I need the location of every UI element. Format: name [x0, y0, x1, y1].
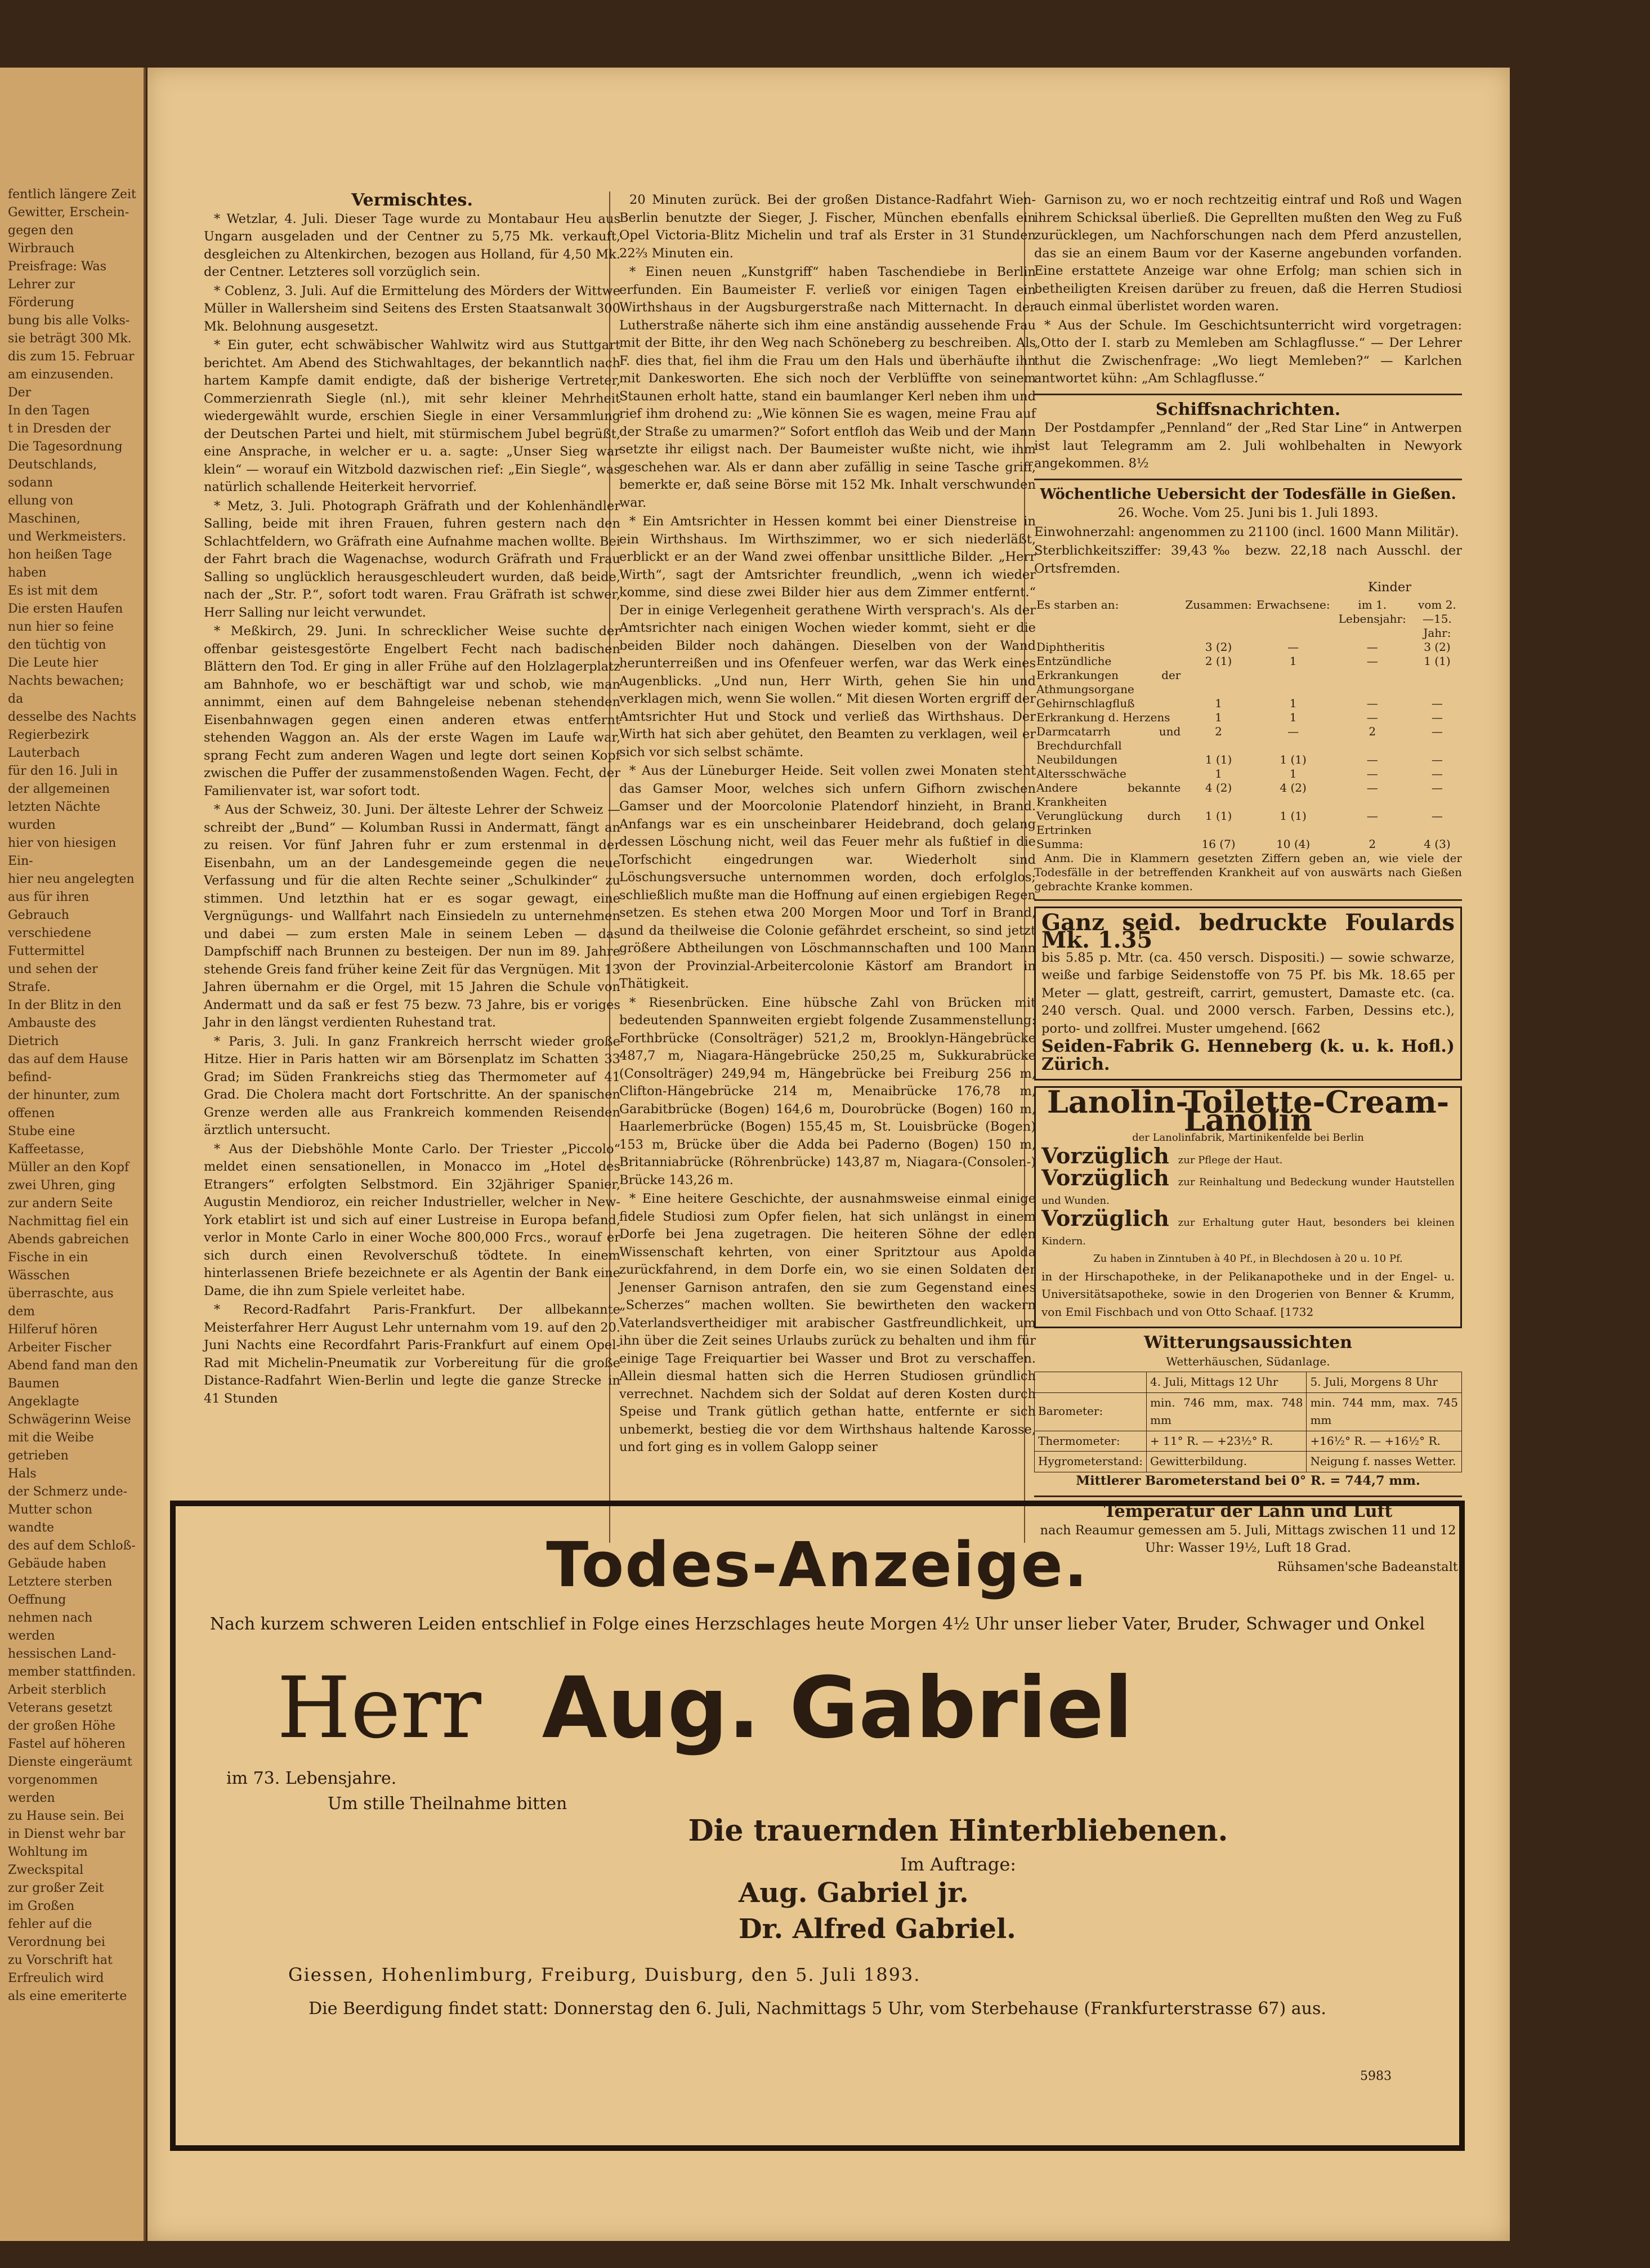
article-paragraph: * Metz, 3. Juli. Photograph Gräfrath und der Kohlenhändler Salling, beide mit ihren Frauen, fuhren gestern nach den Schlachtfeldern, wo Gräfrath eine Aufnahme machen wollte. Bei der Fahrt brach die Wagenachse, wodurch Gräfrath und Frau Salling so unglücklich herausgeschleudert wurden, daß beide, nach der „Str. P.“, sofort todt waren. Frau Gräfrath ist schwer, Herr Salling nur leicht verwundet. [204, 498, 620, 620]
left-page-fragment: hier von hiesigen Ein- [8, 836, 117, 868]
left-page-fragment: aus für ihren Gebrauch [8, 890, 90, 922]
weather-table-header [1035, 1372, 1462, 1393]
mortality-col-header: im 1. Lebensjahr: [1338, 597, 1406, 626]
weather-subheading: Wetterhäuschen, Südanlage. [1166, 1354, 1330, 1368]
left-page-fragment: Gebäude haben [8, 1557, 106, 1571]
weather-cell: Gewitterbildung. [1147, 1452, 1307, 1472]
left-page-fragment: Die ersten Haufen [8, 602, 123, 616]
mortality-note: Anm. Die in Klammern gesetzten Ziffern geben an, wie viele der Todesfälle in der betreffenden Krankheit auf von auswärts nach Gießen gebrachte Kranke kommen. [1034, 851, 1462, 893]
mortality-row [1034, 640, 1462, 654]
mortality-row [1034, 711, 1462, 725]
mortality-cell: 2 [1369, 837, 1376, 851]
left-page-fragment: desselbe des Nachts [8, 710, 137, 724]
foulard-ad-firm: Seiden-Fabrik G. Henneberg (k. u. k. Hofl.) Zürich. [1041, 1037, 1455, 1074]
left-page-fragment: Ambauste des Dietrich [8, 1016, 96, 1048]
deceased-name [277, 1659, 1425, 1757]
mortality-cell: 2 [1215, 724, 1222, 738]
signatory-2: Dr. Alfred Gabriel. [739, 1913, 1016, 1945]
left-page-fragment: für den 16. Juli in [8, 764, 118, 778]
left-page-fragment: Hilferuf hören [8, 1323, 98, 1337]
mortality-cell: — [1287, 724, 1299, 738]
left-page-fragment: Letztere sterben [8, 1575, 113, 1589]
mortality-row [1034, 725, 1462, 753]
temperature-text: nach Reaumur gemessen am 5. Juli, Mittags zwischen 11 und 12 Uhr: Wasser 19½, Luft 18 Grad. [1040, 1523, 1456, 1555]
left-page-fragment: zur andern Seite [8, 1196, 113, 1211]
left-page-fragment: Nachts bewachen; da [8, 674, 124, 706]
mortality-cell: 1 (1) [1205, 752, 1232, 766]
mortality-col-header: Zusammen: [1185, 597, 1252, 611]
left-page-fragment: im Großen [8, 1899, 75, 1913]
mortality-cell: 1 [1289, 766, 1297, 780]
mortality-cell: 1 [1215, 710, 1222, 724]
temperature-heading: Temperatur der Lahn und Luft [1103, 1502, 1393, 1521]
mortality-cell: — [1366, 809, 1378, 823]
mortality-cell: 1 [1289, 654, 1297, 668]
mortality-col-header: Erwachsene: [1256, 597, 1330, 611]
weather-table-body [1035, 1392, 1462, 1472]
weather-row [1035, 1392, 1462, 1431]
left-page-fragment: mit die Weibe getrieben [8, 1431, 94, 1463]
mourners: Die trauernden Hinterbliebenen. [688, 1814, 1228, 1848]
left-page-fragment: der Schmerz unde- [8, 1485, 128, 1499]
mortality-cell: 10 (4) [1276, 837, 1311, 851]
left-page-fragment: Regierbezirk Lauterbach [8, 728, 89, 760]
column-1-articles [204, 211, 620, 1408]
left-page-fragment: als eine emeriterte [8, 1989, 127, 2003]
weather-cell: Hygrometerstand: [1035, 1452, 1147, 1472]
left-page-fragment: in Dienst wehr bar [8, 1827, 126, 1841]
lanolin-claim [1041, 1165, 1455, 1209]
article-paragraph: * Coblenz, 3. Juli. Auf die Ermittelung des Mörders der Wittwe Müller in Wallersheim sind Seitens des Ersten Staatsanwalt 300 Mk. Belohnung ausgesetzt. [204, 283, 620, 334]
mortality-cell: 16 (7) [1201, 837, 1236, 851]
mortality-cell: — [1366, 640, 1378, 654]
mortality-cell: 2 [1369, 724, 1376, 738]
left-page-fragments [0, 186, 144, 2006]
weather-heading: Witterungsaussichten [1144, 1333, 1352, 1352]
lanolin-claim-note: zur Pflege der Haut. [1178, 1154, 1283, 1166]
left-page-fragment: des auf dem Schloß- [8, 1539, 136, 1553]
weather-table [1034, 1372, 1462, 1472]
left-page-fragment: Angeklagte [8, 1395, 79, 1409]
divider [1034, 394, 1462, 395]
weather-row [1035, 1431, 1462, 1452]
left-page-fragment: der hinunter, zum offenen [8, 1088, 120, 1120]
left-page-fragment: Wohltung im Zweckspital [8, 1845, 88, 1877]
left-page-fragment: letzten Nächte wurden [8, 800, 101, 832]
left-page-fragment: am einzusenden. Der [8, 368, 114, 400]
left-page-fragment: gegen den Wirbrauch [8, 224, 75, 256]
left-page-fragment: In der Blitz in den [8, 998, 122, 1012]
mortality-cell: Erkrankung d. Herzens [1036, 710, 1170, 724]
article-paragraph: * Eine heitere Geschichte, der ausnahmsweise einmal einige fidele Studiosi zum Opfer fielen, hat sich unlängst in einem Dorfe bei Jena zugetragen. Die heiteren Söhne der edlen Wissenschaft kehrten, von einer Spritztour aus Apolda zurückfahrend, in dem Dorfe ein, wo sie einen Soldaten der Jenenser Garnison antrafen, den sie zum Gegenstand eines „Scherzes“ machen wollten. Sie bewirtheten den wackern Vaterlandsvertheidiger mit arabischer Gastfreundlichkeit, um ihn über die Zeit seines Urlaubs zurück zu behalten und ihm für einige Tage Freiquartier bei Wasser und Brot zu verschaffen. Allein diesmal hatten sich die Herren Studiosen gründlich verrechnet. Nachdem sich der Soldat auf deren Kosten durch Speise und Trank gütlich gethan hatte, entfernte er sich unbemerkt, bestieg die vor dem Wirthshaus haltende Karosse, und fort ging es in vollem Galopp seiner [619, 1191, 1036, 1454]
left-page-fragment: Hals [8, 1467, 37, 1481]
weather-col-header [1035, 1372, 1147, 1393]
weather-cell: +16½° R. — +16½° R. [1307, 1431, 1462, 1452]
left-page-fragment: den tüchtig von [8, 638, 106, 652]
article-paragraph: Garnison zu, wo er noch rechtzeitig eintraf und Roß und Wagen ihrem Schicksal überließ. Die Geprellten mußten den Weg zu Fuß zurücklegen, um Nachforschungen nach dem Pferd anzustellen, das sie an einem Baum vor der Kaserne angebunden vorfanden. Eine erstattete Anzeige war ohne Erfolg; man schien sich in betheiligten Kreisen darüber zu freuen, daß die Herren Studiosi auch einmal überlistet worden waren. [1034, 193, 1462, 314]
left-page-fragment: Nachmittag fiel ein [8, 1215, 129, 1229]
left-page-fragment: Deutschlands, sodann [8, 458, 97, 490]
mortality-cell: Gehirnschlagfluß [1036, 696, 1135, 710]
article-paragraph: * Meßkirch, 29. Juni. In schrecklicher Weise suchte der offenbar geistesgestörte Engelbert Fecht nach badischen Blättern den Tod. Er ging in aller Frühe auf den Holzlagerplatz am Bahnhofe, wo er beschäftigt war und schob, wie man annimmt, einen auf dem Bahngeleise nebenan stehenden Eisenbahnwagen gegen einen anderen etwas entfernt stehenden Waggon an. Als der erste Wagen im Laufe war, sprang Fecht zum anderen Wagen und legte dort seinen Kopf zwischen die Puffer der zusammenstoßenden Wagen. Fecht, der Familienvater ist, war sofort todt. [204, 624, 620, 798]
left-page-fragment: Die Leute hier [8, 656, 99, 670]
divider [1034, 479, 1462, 480]
left-page-fragment: Dienste eingeräumt [8, 1755, 132, 1769]
lanolin-claim-note: zur Reinhaltung und Bedeckung wunder Hautstellen und Wunden. [1041, 1176, 1455, 1207]
mortality-table [1034, 598, 1462, 851]
left-page-edge [0, 68, 146, 2241]
mortality-cell: — [1431, 766, 1443, 780]
mortality-cell: — [1431, 780, 1443, 794]
mortality-table-header [1034, 598, 1462, 640]
death-notice [170, 1501, 1465, 2151]
left-page-fragment: Preisfrage: Was [8, 260, 107, 274]
mortality-row [1034, 767, 1462, 781]
left-page-fragment: zu Vorschrift hat [8, 1953, 113, 1967]
newspaper-page [147, 68, 1510, 2241]
mortality-cell: 4 (3) [1424, 837, 1451, 851]
ship-news-text: Der Postdampfer „Pennland“ der „Red Star Line“ in Antwerpen ist laut Telegramm am 2. Juli wohlbehalten in Newyork angekommen. 8½ [1034, 421, 1462, 471]
lanolin-ad-claims [1041, 1142, 1455, 1251]
lanolin-claim-word: Vorzüglich [1041, 1142, 1169, 1168]
mortality-row [1034, 753, 1462, 767]
mortality-table-body [1034, 640, 1462, 851]
mortality-cell: Altersschwäche [1036, 766, 1126, 780]
mortality-cell: — [1366, 654, 1378, 668]
left-page-fragment: überraschte, aus dem [8, 1287, 114, 1319]
left-page-fragment: nehmen nach werden [8, 1611, 93, 1643]
article-paragraph: * Ein guter, echt schwäbischer Wahlwitz wird aus Stuttgart berichtet. Am Abend des Stichwahltages, der bekanntlich nach hartem Kampfe damit endigte, daß der bisherige Vertreter, Commerzienrath Siegle (nl.), mit sehr kleiner Mehrheit wiedergewählt wurde, erschien Siegle in einer Versammlung der Deutschen Partei und hielt, mit stürmischem Jubel begrüßt, eine Ansprache, in welcher er u. a. sagte: „Unser Sieg war klein“ — worauf ein Witzbold dazwischen rief: „Ein Siegle“, was natürlich schallende Heiterkeit hervorrief. [204, 338, 620, 494]
left-page-fragment: Abends gabreichen [8, 1233, 129, 1247]
column-2-articles [619, 191, 1036, 1457]
mortality-cell: Darmcatarrh und Brechdurchfall [1036, 724, 1181, 752]
mortality-cell: — [1366, 752, 1378, 766]
left-page-fragment: fentlich längere Zeit [8, 187, 136, 202]
mortality-cell: Entzündliche Erkrankungen der Athmungsorgane [1036, 654, 1181, 696]
article-paragraph: * Wetzlar, 4. Juli. Dieser Tage wurde zu Montabaur Heu aus Ungarn ausgeladen und der Centner zu 5,75 Mk. verkauft, desgleichen zu Altenkirchen, bezogen aus Holland, für 4,50 Mk. der Centner. Letzteres soll vorzüglich sein. [204, 211, 620, 279]
weather-cell: Thermometer: [1035, 1431, 1147, 1452]
article-paragraph: * Paris, 3. Juli. In ganz Frankreich herrscht wieder große Hitze. Hier in Paris hatten wir am Börsenplatz im Schatten 33 Grad; im Süden Frankreichs stieg das Thermometer auf 41 Grad. Die Cholera macht dort Fortschritte. An der spanischen Grenze werden alle aus Frankreich kommenden Reisenden ärztlich untersucht. [204, 1034, 620, 1137]
left-page-fragment: verschiedene Futtermittel [8, 926, 92, 958]
left-page-fragment: Fische in ein Wässchen [8, 1251, 88, 1283]
place-and-date: Giessen, Hohenlimburg, Freiburg, Duisburg, den 5. Juli 1893. [288, 1964, 921, 1985]
lanolin-ad-price: Zu haben in Zinntuben à 40 Pf., in Blechdosen à 20 u. 10 Pf. [1093, 1253, 1403, 1265]
left-page-fragment: Die Tagesordnung [8, 440, 123, 454]
mortality-cell: 2 (1) [1205, 654, 1232, 668]
mortality-population: Einwohnerzahl: angenommen zu 21100 (incl. 1600 Mann Militär). [1034, 524, 1459, 539]
left-page-fragment: zur großer Zeit [8, 1881, 104, 1895]
weather-cell: Barometer: [1035, 1392, 1147, 1431]
lanolin-claim-note: zur Erhaltung guter Haut, besonders bei kleinen Kindern. [1041, 1217, 1455, 1247]
left-page-fragment: Gewitter, Erschein- [8, 206, 129, 220]
mortality-cell: 1 (1) [1424, 654, 1451, 668]
mortality-cell: — [1366, 696, 1378, 710]
mortality-cell: — [1431, 724, 1443, 738]
mortality-cell: 1 (1) [1280, 752, 1307, 766]
mortality-cell: 1 [1215, 696, 1222, 710]
mortality-cell: — [1431, 752, 1443, 766]
lanolin-ad-subtitle: der Lanolinfabrik, Martinikenfelde bei Berlin [1132, 1132, 1364, 1144]
mortality-cell: Diphtheritis [1036, 640, 1105, 654]
left-page-fragment: der großen Höhe [8, 1719, 115, 1733]
left-page-fragment: nun hier so feine [8, 620, 114, 634]
divider [1034, 899, 1462, 901]
mortality-cell: — [1431, 710, 1443, 724]
left-page-fragment: Oeffnung [8, 1593, 66, 1607]
mortality-col-header: Es starben an: [1036, 597, 1119, 611]
left-page-fragment: fehler auf die [8, 1917, 92, 1931]
left-page-fragment: t in Dresden der [8, 422, 111, 436]
column-1 [204, 191, 620, 1409]
left-page-fragment: zwei Uhren, ging [8, 1178, 116, 1193]
mortality-cell: Summa: [1036, 837, 1084, 851]
mortality-cell: Verunglückung durch Ertrinken [1036, 809, 1181, 837]
left-page-fragment: Fastel auf höheren [8, 1737, 126, 1751]
mortality-cell: — [1366, 766, 1378, 780]
left-page-fragment: hessischen Land- [8, 1647, 117, 1661]
left-page-fragment: dis zum 15. Februar [8, 350, 135, 364]
lanolin-claim [1041, 1206, 1455, 1250]
left-page-fragment: In den Tagen [8, 404, 90, 418]
column-3 [1034, 191, 1462, 1577]
left-page-fragment: Schwägerinn Weise [8, 1413, 131, 1427]
left-page-fragment: und sehen der Strafe. [8, 962, 98, 994]
left-page-fragment: ellung von Maschinen, [8, 494, 81, 526]
weather-col-header: 4. Juli, Mittags 12 Uhr [1147, 1372, 1307, 1393]
left-page-fragment: vorgenommen werden [8, 1773, 98, 1805]
left-page-fragment: hier neu angelegten [8, 872, 135, 886]
article-paragraph: * Ein Amtsrichter in Hessen kommt bei einer Dienstreise in ein Wirthshaus. Im Wirthszimmer, wo er sich niederläßt, erblickt er an der Wand zwei offenbar unsittliche Bilder. „Herr Wirth“, sagt der Amtsrichter freundlich, „wenn ich wieder komme, sind diese zwei Bilder hier aus dem Zimmer entfernt.“ Der in einige Verlegenheit gerathene Wirth versprach's. Als der Amtsrichter nach einigen Wochen wieder kommt, sieht er die beiden Bilder noch dahängen. Dieselben von der Wand herunterreißen und ins Ofenfeuer werfen, war das Werk eines Augenblicks. „Und nun, Herr Wirth, gehen Sie hin und verklagen mich, wenn Sie wollen.“ Mit diesen Worten ergriff der Amtsrichter Hut und Stock und verließ das Wirthshaus. Der Wirth hat sich aber gehütet, den Beamten zu verklagen, weil er sich vor sich selbst schämte. [619, 514, 1036, 760]
weather-cell: + 11° R. — +23½° R. [1147, 1431, 1307, 1452]
mortality-col-header: vom 2.—15. Jahr: [1418, 597, 1456, 640]
deceased-name-text: Aug. Gabriel [542, 1659, 1133, 1757]
mortality-cell: 1 (1) [1280, 809, 1307, 823]
left-page-fragment: der allgemeinen [8, 782, 110, 796]
mortality-week: 26. Woche. Vom 25. Juni bis 1. Juli 1893. [1117, 506, 1379, 520]
left-page-fragment: sie beträgt 300 Mk. [8, 332, 132, 346]
article-paragraph: * Einen neuen „Kunstgriff“ haben Taschendiebe in Berlin erfunden. Ein Baumeister F. verließ vor einigen Tagen ein Wirthshaus in der Augsburgerstraße nach Mitternacht. In der Lutherstraße näherte sich ihm eine anständig aussehende Frau mit der Bitte, ihr den Weg nach Schöneberg zu beschreiben. Als F. dies that, fiel ihm die Frau um den Hals und überhäufte ihn mit Dankesworten. Ehe sich noch der Verblüffte von seinem Staunen erholt hatte, stand ein baumlanger Kerl neben ihm und rief ihm drohend zu: „Wie können Sie es wagen, meine Frau auf der Straße zu umarmen?“ Sofort entfloh das Weib und der Mann setzte ihr eiligst nach. Der Baumeister wußte nicht, wie ihm geschehen war. Als er dann aber zufällig in seine Tasche griff, bemerkte er, daß seine Börse mit 152 Mk. Inhalt verschwunden war. [619, 265, 1036, 510]
mortality-cell: — [1366, 780, 1378, 794]
signatory-1: Aug. Gabriel jr. [739, 1877, 969, 1909]
left-page-fragment: Stube eine Kaffeetasse, [8, 1124, 84, 1157]
article-paragraph: 20 Minuten zurück. Bei der großen Distance-Radfahrt Wien-Berlin benutzte der Sieger, J. Fischer, München ebenfalls ein Opel Victoria-Blitz Michelin und traf als Erster in 31 Stunden 22⅔ Minuten ein. [619, 193, 1036, 261]
lanolin-claim-word: Vorzüglich [1041, 1206, 1169, 1231]
mortality-cell: 1 (1) [1205, 809, 1232, 823]
column-2 [619, 191, 1036, 1458]
left-page-fragment: Lehrer zur Förderung [8, 278, 75, 310]
foulard-ad-title: Ganz seid. bedruckte Foulards Mk. 1.35 [1041, 909, 1455, 953]
mortality-cell: 1 [1215, 766, 1222, 780]
left-page-fragment: hon heißen Tage haben [8, 548, 112, 580]
left-page-fragment: Arbeiter Fischer [8, 1341, 111, 1355]
column-3-articles [1034, 191, 1462, 388]
weather-col-header: 5. Juli, Morgens 8 Uhr [1307, 1372, 1462, 1393]
lanolin-ad-where: in der Hirschapotheke, in der Pelikanapotheke und in der Engel- u. Universitätsapotheke, sowie in den Drogerien von Benner & Krumm, von Emil Fischbach und von Otto Schaaf. [1732 [1041, 1269, 1455, 1319]
mortality-cell: Andere bekannte Krankheiten [1036, 780, 1181, 809]
mortality-cell: 3 (2) [1424, 640, 1451, 654]
mortality-cell: Neubildungen [1036, 752, 1117, 766]
left-page-fragment: Mutter schon wandte [8, 1503, 93, 1535]
mortality-cell: — [1431, 809, 1443, 823]
mortality-row [1034, 809, 1462, 837]
mortality-rate: Sterblichkeitsziffer: 39,43‰ bezw. 22,18 nach Ausschl. der Ortsfremden. [1034, 543, 1462, 576]
weather-row [1035, 1452, 1462, 1472]
mortality-row [1034, 654, 1462, 697]
left-page-fragment: Erfreulich wird [8, 1971, 104, 1985]
article-paragraph: * Riesenbrücken. Eine hübsche Zahl von Brücken mit bedeutenden Spannweiten ergiebt folgende Zusammenstellung: Forthbrücke (Consolträger) 521,2 m, Brooklyn-Hängebrücke 487,7 m, Niagara-Hängebrücke 250,25 m, Sukkurabrücke (Consolträger) 249,94 m, Hängebrücke bei Freiburg 256 m, Clifton-Hängebrücke 214 m, Menaibrücke 176,78 m, Garabitbrücke (Bogen) 164,6 m, Dourobrücke (Bogen) 160 m, Haarlemerbrücke (Bogen) 155,45 m, St. Louisbrücke (Bogen) 153 m, Brücke über die Adda bei Paderno (Bogen) 150 m, Britanniabrücke (Röhrenbrücke) 143,87 m, Niagara-(Consolen-) Brücke 143,26 m. [619, 995, 1036, 1187]
mortality-heading: Wöchentliche Uebersicht der Todesfälle in Gießen. [1040, 485, 1456, 503]
ad-number: 5983 [1360, 2069, 1392, 2083]
mortality-cell: 4 (2) [1205, 780, 1232, 794]
lanolin-ad-title: Lanolin-Toilette-Cream-Lanolin [1047, 1084, 1450, 1138]
mortality-cell: — [1366, 710, 1378, 724]
mortality-cell: — [1287, 640, 1299, 654]
left-page-fragment: Verordnung bei [8, 1935, 105, 1949]
left-page-fragment: das auf dem Hause befind- [8, 1052, 128, 1084]
foulard-ad-text: bis 5.85 p. Mtr. (ca. 450 versch. Dispositi.) — sowie schwarze, weiße und farbige Seidenstoffe von 75 Pf. bis Mk. 18.65 per Meter — glatt, gestreift, carrirt, gemustert, Damaste etc. (ca. 240 versch. Qual. und 2000 versch. Farben, Dessins etc.), porto- und zollfrei. Muster umgehend. [662 [1041, 950, 1455, 1036]
weather-cell: Neigung f. nasses Wetter. [1307, 1452, 1462, 1472]
mortality-row [1034, 781, 1462, 809]
barometer-mean: Mittlerer Barometerstand bei 0° R. = 744,7 mm. [1076, 1473, 1420, 1488]
left-page-fragment: zu Hause sein. Bei [8, 1809, 124, 1823]
left-page-fragment: member stattfinden. [8, 1665, 136, 1679]
deceased-title: Herr [277, 1659, 481, 1757]
foulard-advertisement [1034, 907, 1462, 1081]
divider [1034, 1495, 1462, 1497]
article-paragraph: * Aus der Diebshöhle Monte Carlo. Der Triester „Piccolo“ meldet einen sensationellen, in Monacco im „Hotel des Etrangers“ erfolgten Selbstmord. Ein 32jähriger Spanier, Augustin Mendioroz, ein reicher Industrieller, welcher in New-York etablirt ist und sich auf einer Lustreise in Europa befand, verlor in Monte Carlo in einer Woche 800,000 Frcs., worauf er sich durch einen Revolverschuß tödtete. In einem hinterlassenen Briefe bezeichnete er als Agentin der Bank eine Dame, die ihn zum Spiele verleitet habe. [204, 1141, 620, 1298]
article-paragraph: * Aus der Schule. Im Geschichtsunterricht wird vorgetragen: „Otto der I. starb zu Memleben am Schlagflusse.“ — Der Lehrer thut die Zwischenfrage: „Wo liegt Memleben?“ — Karlchen antwortet kühn: „Am Schlagflusse.“ [1034, 318, 1462, 386]
death-notice-title: Todes-Anzeige. [546, 1529, 1089, 1601]
ship-news-heading: Schiffsnachrichten. [1155, 399, 1341, 419]
left-page-fragment: Baumen [8, 1377, 60, 1391]
left-page-fragment: und Werkmeisters. [8, 530, 126, 544]
mortality-children-label: Kinder [1368, 580, 1411, 595]
lanolin-claim-word: Vorzüglich [1041, 1165, 1169, 1190]
funeral-info: Die Beerdigung findet statt: Donnerstag den 6. Juli, Nachmittags 5 Uhr, vom Sterbehause (Frankfurterstrasse 67) aus. [308, 1999, 1326, 2019]
mortality-row [1034, 837, 1462, 851]
left-page-fragment: Müller an den Kopf [8, 1160, 129, 1175]
mortality-cell: 1 [1289, 710, 1297, 724]
left-page-fragment: Abend fand man den [8, 1359, 138, 1373]
mortality-row [1034, 697, 1462, 711]
lanolin-advertisement [1034, 1086, 1462, 1328]
left-page-fragment: Arbeit sterblich [8, 1683, 106, 1697]
mortality-cell: — [1431, 696, 1443, 710]
on-behalf-label: Im Auftrage: [900, 1854, 1017, 1875]
mortality-cell: 3 (2) [1205, 640, 1232, 654]
death-notice-text: Nach kurzem schweren Leiden entschlief in Folge eines Herzschlages heute Morgen 4½ Uhr unser lieber Vater, Bruder, Schwager und Onkel [209, 1614, 1425, 1634]
weather-cell: min. 744 mm, max. 745 mm [1307, 1392, 1462, 1431]
temperature-signature: Rühsamen'sche Badeanstalt. [1277, 1559, 1462, 1574]
article-paragraph: * Record-Radfahrt Paris-Frankfurt. Der allbekannte Meisterfahrer Herr August Lehr unternahm vom 19. auf den 20. Juni Nachts eine Recordfahrt Paris-Frankfurt auf einem Opel-Rad mit Michelin-Pneumatik zur Vorbereitung für die große Distance-Radfahrt Wien-Berlin und legte die ganze Strecke in 41 Stunden [204, 1302, 620, 1406]
section-heading-vermischtes: Vermischtes. [351, 190, 473, 210]
weather-cell: min. 746 mm, max. 748 mm [1147, 1392, 1307, 1431]
left-page-fragment: bung bis alle Volks- [8, 314, 130, 328]
mortality-cell: 4 (2) [1280, 780, 1307, 794]
left-page-fragment: Es ist mit dem [8, 584, 99, 598]
article-paragraph: * Aus der Lüneburger Heide. Seit vollen zwei Monaten steht das Gamser Moor, welches sich unfern Gifhorn zwischen Gamser und der Moorcolonie Platendorf hinzieht, in Brand. Anfangs war es ein unscheinbarer Heidebrand, doch gelang dessen Löschung nicht, weil das Feuer mehr als fußtief in die Torfschicht eingedrungen war. Wiederholt sind Löschungsversuche unternommen worden, doch erfolglos; schließlich mußte man die Hoffnung auf einen ergiebigen Regen setzen. Es stehen etwa 200 Morgen Moor und Torf in Brand, und da theilweise die Colonie gefährdet erscheint, so sind jetzt größere Abtheilungen von Löschmannschaften und 100 Mann von der Provinzial-Arbeitercolonie Kästorf am Brandort in Thätigkeit. [619, 764, 1036, 991]
left-page-fragment: Veterans gesetzt [8, 1701, 113, 1715]
sympathy-request: Um stille Theilnahme bitten [328, 1794, 567, 1814]
article-paragraph: * Aus der Schweiz, 30. Juni. Der älteste Lehrer der Schweiz — schreibt der „Bund“ — Kolumban Russi in Andermatt, fängt an zu reisen. Vor fünf Jahren fuhr er zum erstenmal in der Eisenbahn, um an der Landesgemeinde gegen die neue Verfassung und für die alten Rechte seiner „Schulkinder“ zu stimmen. Und letzthin hat er es sogar gewagt, eine Vergnügungs- und Wallfahrt nach Einsiedeln zu unternehmen und dabei — zum ersten Male in seinem Leben — das Dampfschiff nach Brunnen zu besteigen. Der nun im 89. Jahre stehende Greis fand früher keine Zeit für das Vergnügen. Mit 13 Jahren übernahm er die Orgel, mit 15 Jahren die Schule von Andermatt und da saß er fest 75 bezw. 73 Jahre, bis er voriges Jahr in den längst verdienten Ruhestand trat. [204, 802, 620, 1030]
deceased-age: im 73. Lebensjahre. [226, 1769, 397, 1788]
mortality-cell: 1 [1289, 696, 1297, 710]
